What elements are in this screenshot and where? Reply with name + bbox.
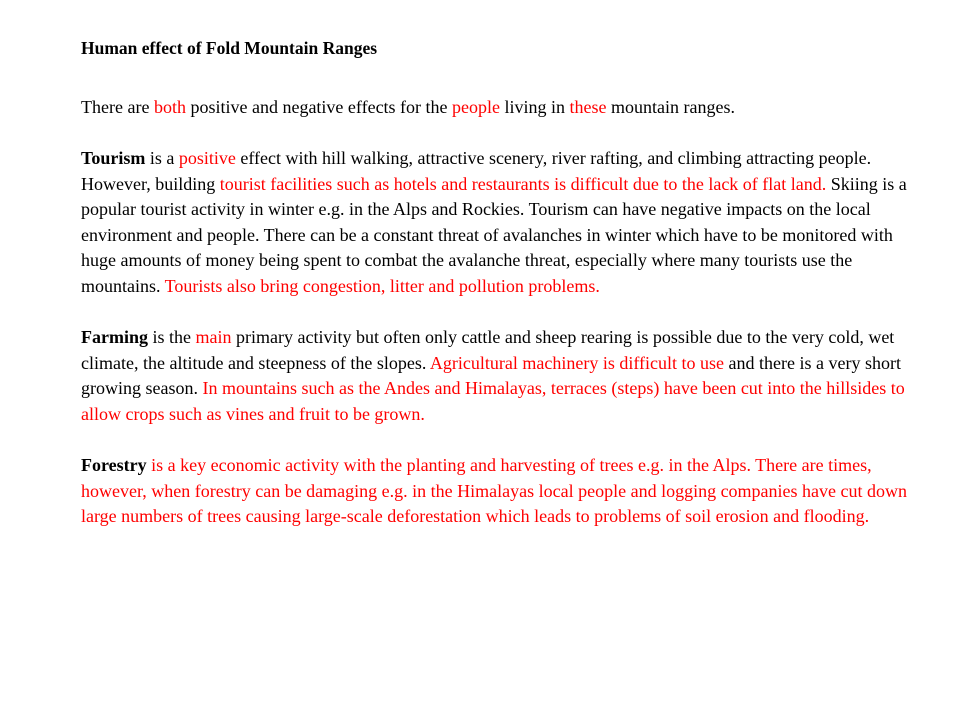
text-span: is a [145, 148, 179, 168]
text-span-highlight: positive [178, 148, 236, 168]
section-heading-tourism: Tourism [81, 148, 146, 168]
page-title: Human effect of Fold Mountain Ranges [81, 38, 378, 58]
text-span-highlight: In mountains such as the Andes and Himalayas, terraces (steps) have been cut into the hillsides to allow crops such as vines and fruit to be grown. [81, 378, 905, 424]
text-span-highlight: tourist facilities such as hotels and restaurants is difficult due to the lack of flat land. [219, 173, 827, 194]
text-span: positive and negative effects for the [185, 96, 453, 117]
text-span-highlight: Agricultural machinery is difficult to use [429, 352, 725, 373]
text-span: primary activity but often only cattle and sheep rearing is possible due to the very cold, wet climate, the altitude and steepness of the slopes. [81, 327, 895, 373]
text-span-highlight: is a key economic activity with the planting and harvesting of trees e.g. in the Alps. There are times, however, when forestry can be damaging e.g. in the Himalayas local people and logging companies have cut down large numbers of trees causing large-scale deforestation which leads to problems of soil erosion and flooding. [81, 455, 908, 526]
document-body [81, 36, 921, 556]
text-span-highlight: people [452, 96, 501, 117]
text-span: effect with hill walking, attractive scenery, river rafting, and climbing attracting people. However, building [81, 148, 872, 194]
paragraph-farming [81, 325, 921, 427]
text-span-highlight: Tourists also bring congestion, litter and pollution problems. [164, 275, 600, 296]
text-span: is the [148, 327, 196, 347]
section-heading-forestry: Forestry [81, 455, 147, 475]
text-span-highlight: both [153, 96, 186, 117]
text-span-highlight: main [195, 327, 232, 347]
text-span: mountain ranges. [606, 96, 736, 117]
text-span-highlight: these [569, 96, 607, 117]
paragraph-tourism [81, 146, 921, 299]
section-heading-farming: Farming [81, 327, 148, 347]
text-span: There are [81, 96, 154, 117]
paragraph-forestry [81, 453, 921, 530]
text-span: Skiing is a popular tourist activity in winter e.g. in the Alps and Rockies. Tourism can have negative impacts on the local environment and people. There can be a constant threat of avalanches in winter which have to be monitored with huge amounts of money being spent to combat the avalanche threat, especially where many tourists use the mountains. [81, 173, 907, 296]
text-span: and there is a very short growing season. [81, 352, 901, 398]
text-span: living in [500, 96, 570, 117]
paragraph-intro [81, 95, 921, 121]
